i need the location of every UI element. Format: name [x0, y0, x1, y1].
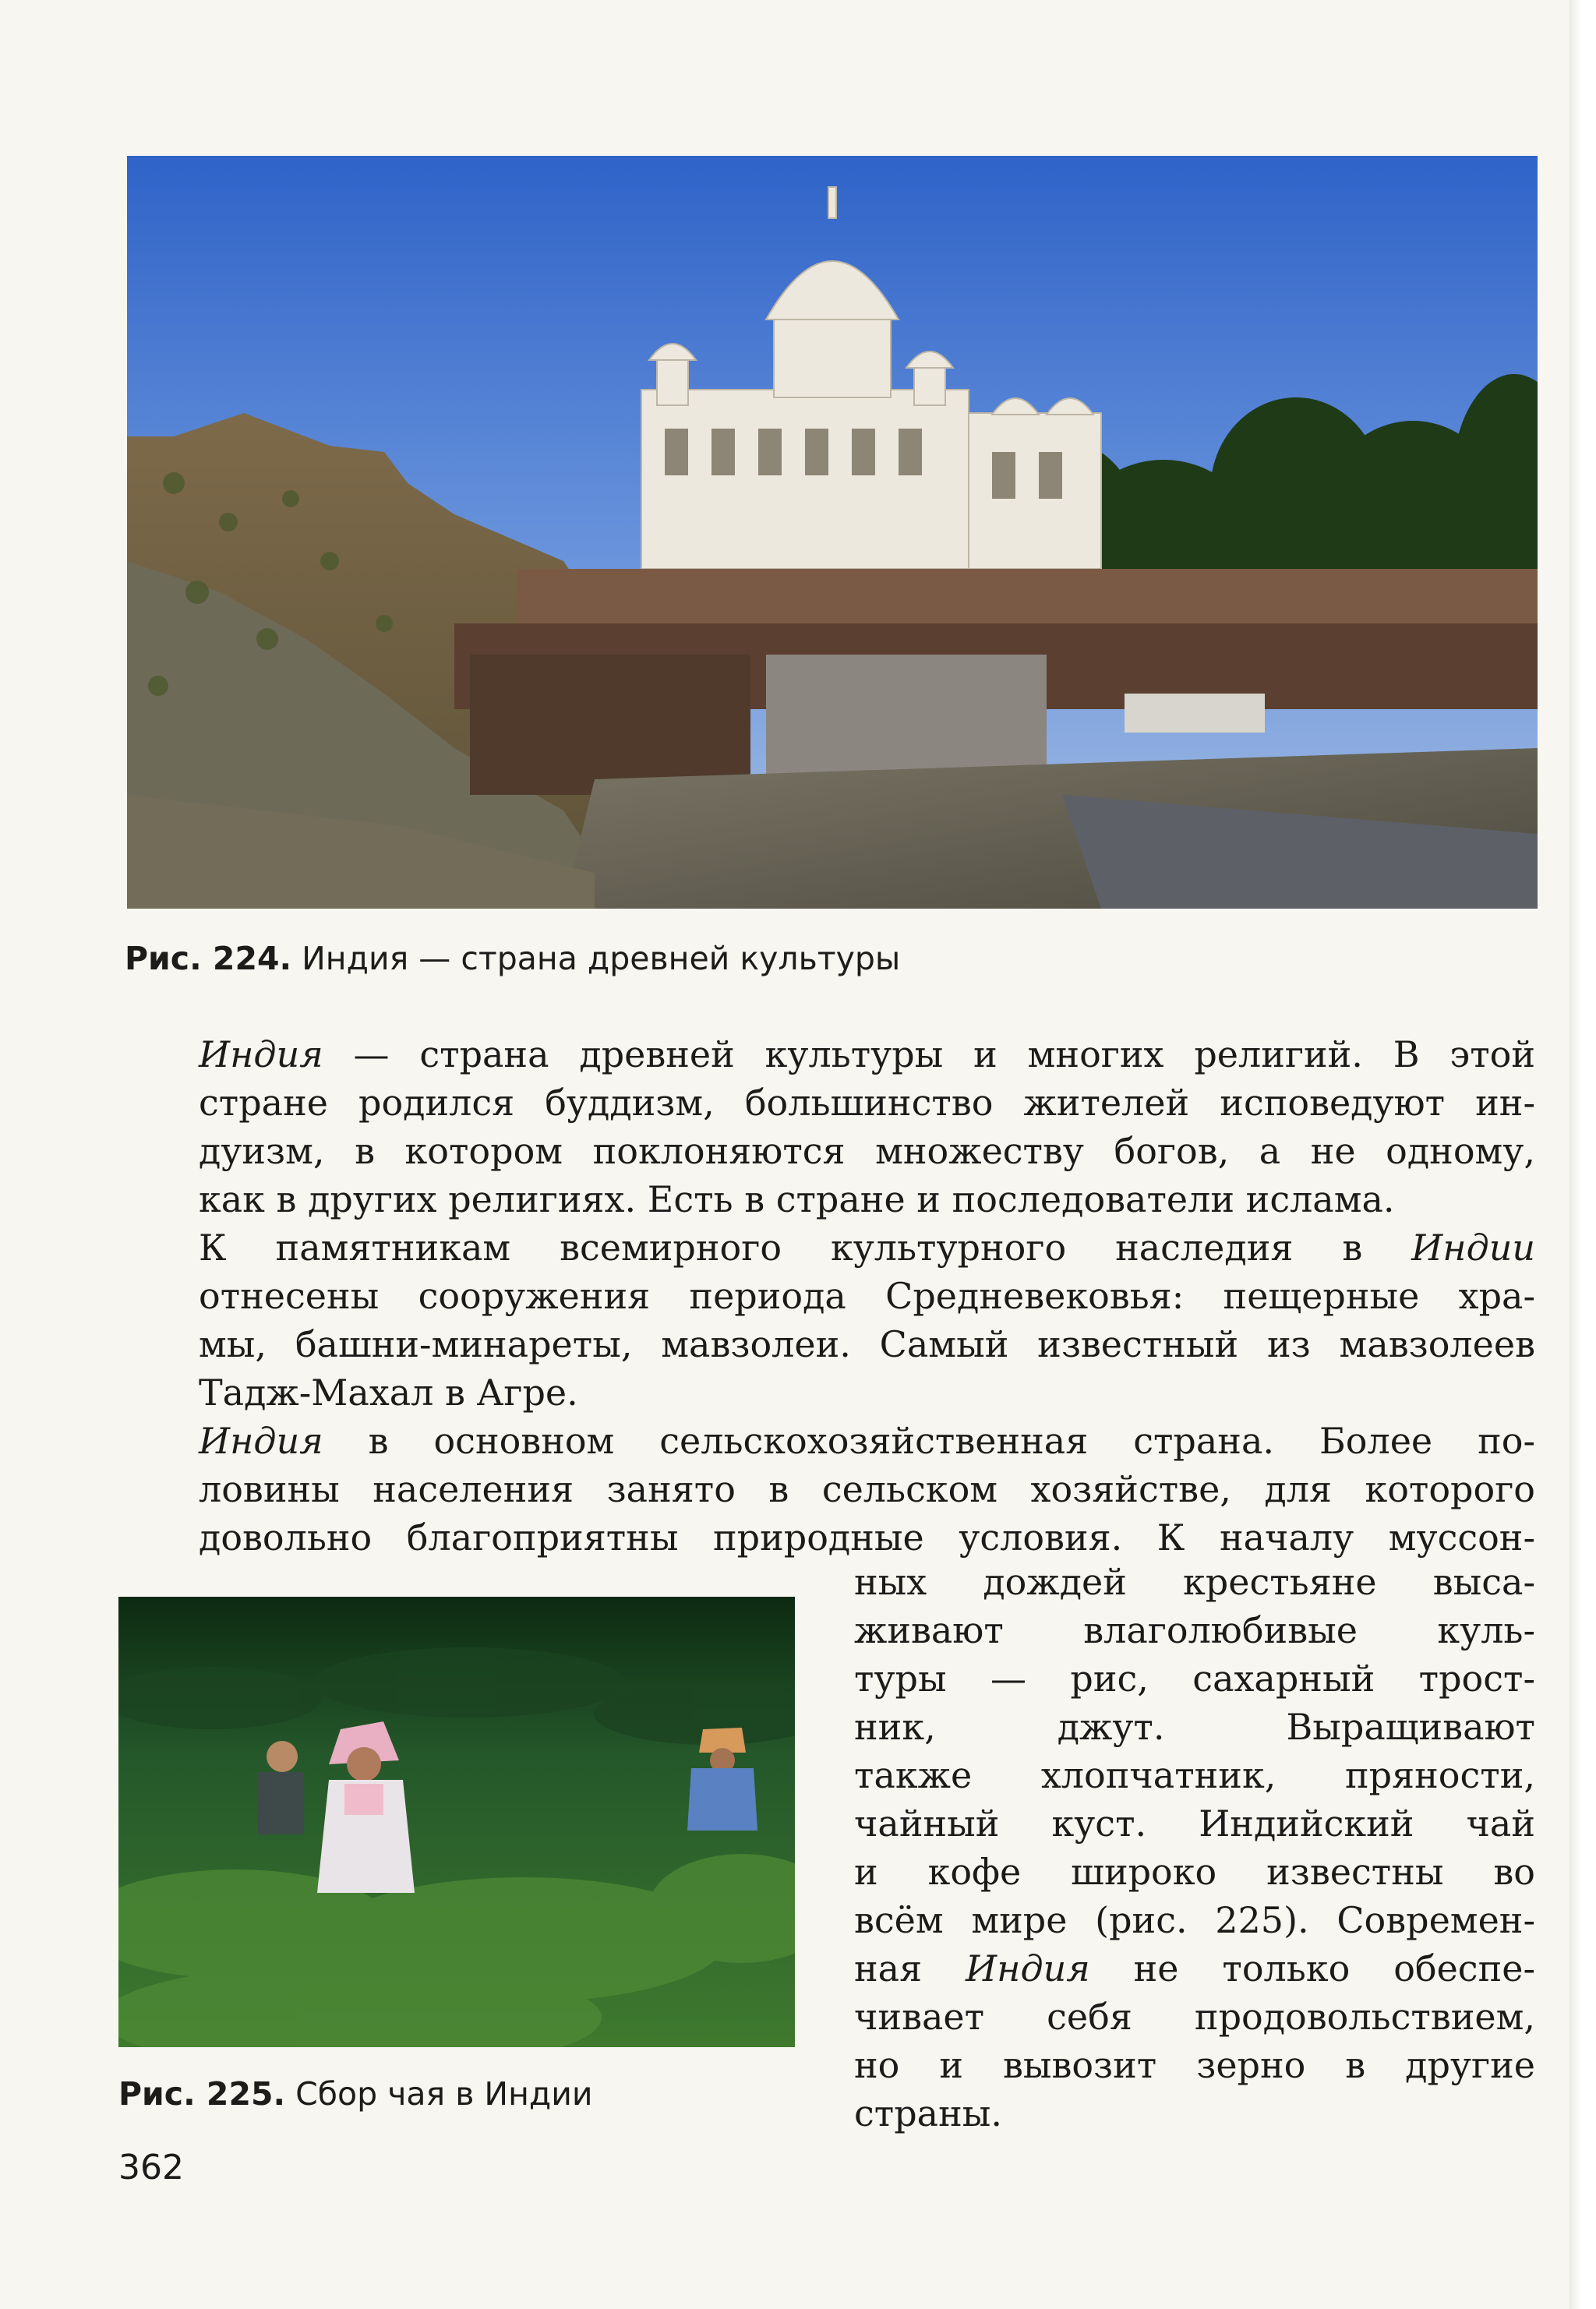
body-text-main — [125, 1030, 1535, 1562]
paragraph-2: К памятникам всемирного культурного наследия в Индии отнесены сооружения периода Средневековья: пещерные хра- мы, башни-минареты, мавзолеи. Самый известный из мавзолеев Тадж-Махал в Агре. — [199, 1227, 1535, 1414]
paragraph-1: Индия — страна древней культуры и многих религий. В этой стране родился буддизм, большинство жителей исповедуют ин- дуизм, в котором поклоняются множеству богов, а не одному, как в других религиях. Есть в стране и последователи ислама. — [199, 1033, 1535, 1220]
figure-224-palace-photo — [127, 156, 1538, 909]
page-edge-shadow — [1570, 0, 1596, 2309]
body-text-side-column — [854, 1558, 1535, 2138]
paragraph-3-continued: ных дождей крестьяне выса- живают влаголюбивые куль- туры — рис, сахарный трост- ник, джут. Выращивают также хлопчатник, пряности, чайный куст. Индийский чай и кофе широко известны во всём мире (рис. 225). Современ- ная Индия не только обеспе- чивает себя продовольствием, но и вывозит зерно в другие страны. — [854, 1561, 1535, 2134]
figure-224-caption — [125, 939, 900, 978]
figure-224-caption-text: Индия — страна древней культуры — [302, 940, 901, 977]
page-number: 362 — [118, 2148, 184, 2187]
paragraph-3: Индия в основном сельскохозяйственная страна. Более по- ловины населения занято в сельском хозяйстве, для которого довольно благоприятны природные условия. К началу муссон- — [199, 1420, 1535, 1559]
figure-225-number: Рис. 225. — [118, 2075, 286, 2113]
figure-224-number: Рис. 224. — [125, 940, 292, 977]
figure-225-caption-text: Сбор чая в Индии — [295, 2075, 593, 2113]
figure-225-tea-picking-photo — [118, 1597, 795, 2047]
figure-225-caption — [118, 2074, 593, 2113]
